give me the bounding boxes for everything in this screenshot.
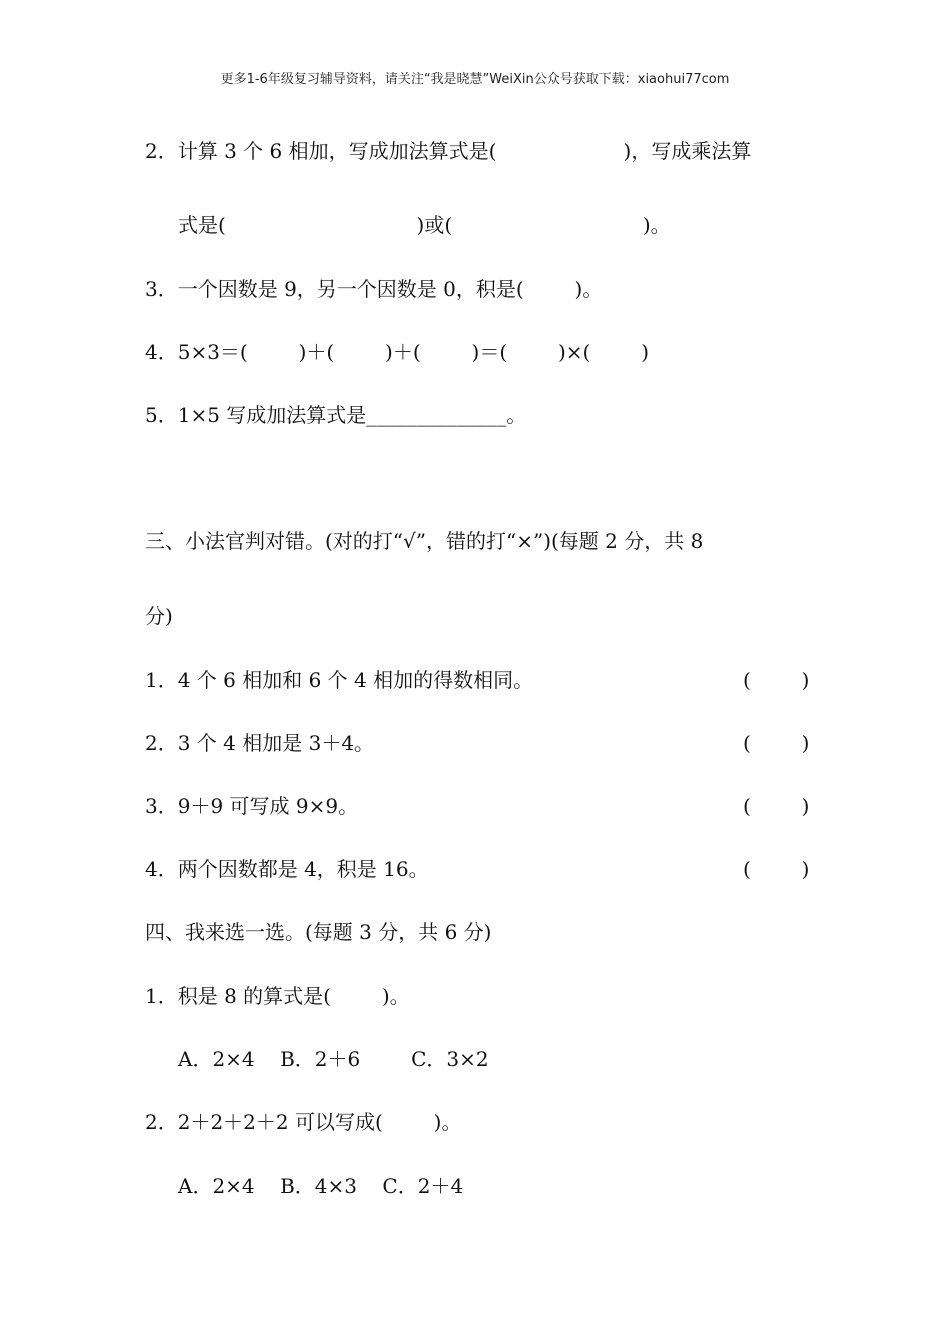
answer-bracket: ( )	[743, 668, 810, 692]
choice-question-1-options: A．2×4 B．2＋6 C．3×2	[178, 1047, 489, 1071]
choice-question-2: 2．2＋2＋2＋2 可以写成( )。	[145, 1110, 462, 1134]
question-4: 4．5×3＝( )＋( )＋( )＝( )×( )	[145, 340, 650, 364]
question-3: 3．一个因数是 9，另一个因数是 0，积是( )。	[145, 277, 603, 301]
question-2-line-1: 2．计算 3 个 6 相加，写成加法算式是( )，写成乘法算	[145, 139, 752, 163]
question-2-line-2: 式是( )或( )。	[178, 213, 671, 237]
page-header-note: 更多1-6年级复习辅导资料，请关注“我是晓慧”WeiXin公众号获取下载：xiaohui77com	[220, 72, 730, 87]
answer-bracket: ( )	[743, 857, 810, 881]
section-4-title: 四、我来选一选。(每题 3 分，共 6 分)	[145, 920, 492, 944]
judge-item: 1．4 个 6 相加和 6 个 4 相加的得数相同。	[145, 668, 534, 692]
judge-item: 3．9＋9 可写成 9×9。	[145, 794, 359, 818]
answer-bracket: ( )	[743, 794, 810, 818]
question-5: 5．1×5 写成加法算式是______________。	[145, 403, 527, 427]
section-3-title: 三、小法官判对错。(对的打“√”，错的打“×”)(每题 2 分，共 8	[145, 529, 704, 553]
section-3-title-cont: 分)	[145, 604, 173, 628]
choice-question-1: 1．积是 8 的算式是( )。	[145, 984, 410, 1008]
judge-item: 4．两个因数都是 4，积是 16。	[145, 857, 429, 881]
judge-item: 2．3 个 4 相加是 3＋4。	[145, 731, 375, 755]
choice-question-2-options: A．2×4 B．4×3 C．2＋4	[178, 1174, 464, 1198]
answer-bracket: ( )	[743, 731, 810, 755]
